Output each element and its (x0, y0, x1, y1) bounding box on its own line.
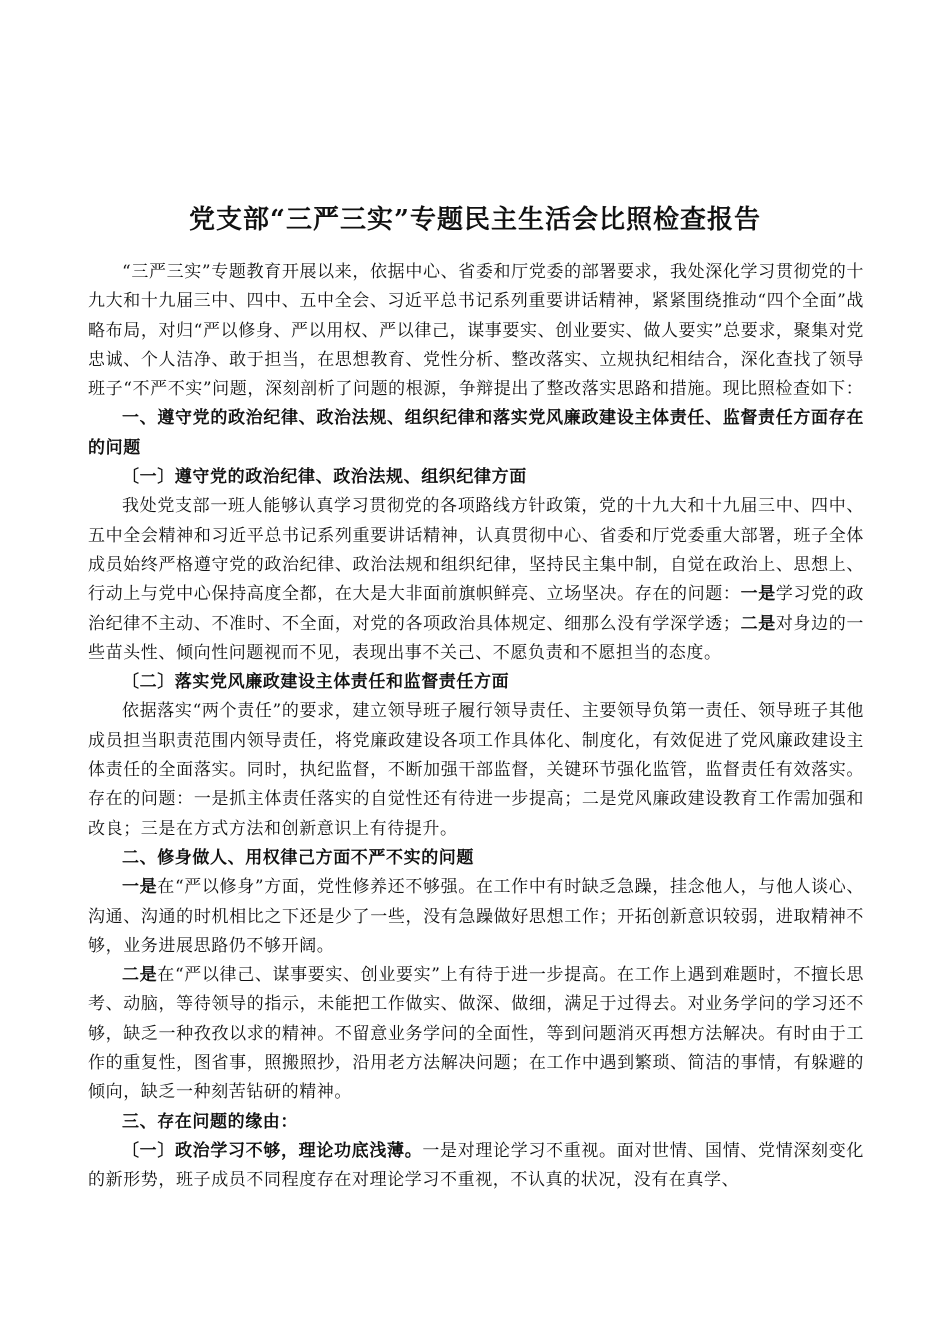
section-2-paragraph-1 (88, 873, 864, 961)
text-run: 我处党支部一班人能够认真学习贯彻党的各项路线方针政策，党的十九大和十九届三中、四中、五中全会精神和习近平总书记系列重要讲话精神，认真贯彻中心、省委和厅党委重大部署，班子全体成员始终严格遵守党的政治纪律、政治法规和组织纪律，坚持民主集中制，自觉在政治上、思想上、行动上与党中心保持高度全都，在大是大非面前旗帜鲜亮、立场坚决。存在的问题： (88, 496, 864, 605)
text-run: 一是对理论学习不重视。面对世情、国情、党情深刻变化的新形势，班子成员不同程度存在对理论学习不重视，不认真的状况，没有在真学、 (88, 1140, 864, 1191)
text-run: 在“严以律己、谋事要实、创业要实”上有待于进一步提高。在工作上遇到难题时，不擅长思考、动脑，等待领导的指示，未能把工作做实、做深、做细，满足于过得去。对业务学问的学习还不够，缺乏一种孜孜以求的精神。不留意业务学问的全面性，等到问题消灭再想方法解决。有时由于工作的重复性，图省事，照搬照抄，沿用老方法解决问题；在工作中遇到繁琐、简洁的事情，有躲避的倾向，缺乏一种刻苦钻研的精神。 (88, 965, 865, 1103)
section-1-heading: 一、遵守党的政治纪律、政治法规、组织纪律和落实党风廉政建设主体责任、监督责任方面存在的问题 (88, 408, 864, 458)
bold-run: 一是 (122, 877, 158, 898)
section-2-paragraph-2 (88, 961, 864, 1107)
section-3-paragraph-1 (88, 1137, 864, 1196)
section-1-sub-2-heading: 〔二〕落实党风廉政建设主体责任和监督责任方面 (122, 672, 510, 693)
bold-run: 二是 (740, 613, 776, 634)
section-1-sub-2-paragraph: 依据落实“两个责任”的要求，建立领导班子履行领导责任、主要领导负第一责任、领导班子其他成员担当职责范围内领导责任，将党廉政建设各项工作具体化、制度化，有效促进了党风廉政建设主体责任的全面落实。同时，执纪监督，不断加强干部监督，关键环节强化监管，监督责任有效落实。存在的问题：一是抓主体责任落实的自觉性还有待进一步提高；二是党风廉政建设教育工作需加强和改良；三是在方式方法和创新意识上有待提升。 (88, 701, 864, 839)
section-3-heading: 三、存在问题的缘由： (122, 1111, 298, 1132)
bold-run: 〔一〕政治学习不够，理论功底浅薄。 (122, 1140, 423, 1161)
document-body (88, 258, 864, 1196)
bold-run: 二是 (122, 965, 158, 986)
document-title: 党支部“三严三实”专题民主生活会比照检查报告 (189, 205, 761, 235)
section-1-sub-1-paragraph (88, 492, 864, 668)
bold-run: 一是 (740, 584, 776, 605)
text-run: 对身边的一些苗头性、倾向性问题视而不见，表现出事不关己、不愿负责和不愿担当的态度。 (88, 613, 865, 663)
text-run: 在“严以修身”方面，党性修养还不够强。在工作中有时缺乏急躁，挂念他人，与他人谈心、沟通、沟通的时机相比之下还是少了一些，没有急躁做好思想工作；开拓创新意识较弱，进取精神不够，业务进展思路仍不够开阔。 (88, 877, 865, 956)
text-run: 学习党的政治纪律不主动、不准时、不全面，对党的各项政治具体规定、细那么没有学深学透； (88, 584, 865, 634)
section-1-sub-1-heading: 〔一〕遵守党的政治纪律、政治法规、组织纪律方面 (122, 467, 527, 488)
intro-paragraph: “三严三实”专题教育开展以来，依据中心、省委和厅党委的部署要求，我处深化学习贯彻党的十九大和十九届三中、四中、五中全会、习近平总书记系列重要讲话精神，紧紧围绕推动“四个全面”战略布局，对归“严以修身、严以用权、严以律己，谋事要实、创业要实、做人要实”总要求，聚集对党忠诚、个人洁净、敢于担当，在思想教育、党性分析、整改落实、立规执纪相结合，深化查找了领导班子“不严不实”问题，深刻剖析了问题的根源，争辩提出了整改落实思路和措施。现比照检查如下： (88, 262, 864, 400)
section-2-heading: 二、修身做人、用权律己方面不严不实的问题 (122, 847, 474, 868)
